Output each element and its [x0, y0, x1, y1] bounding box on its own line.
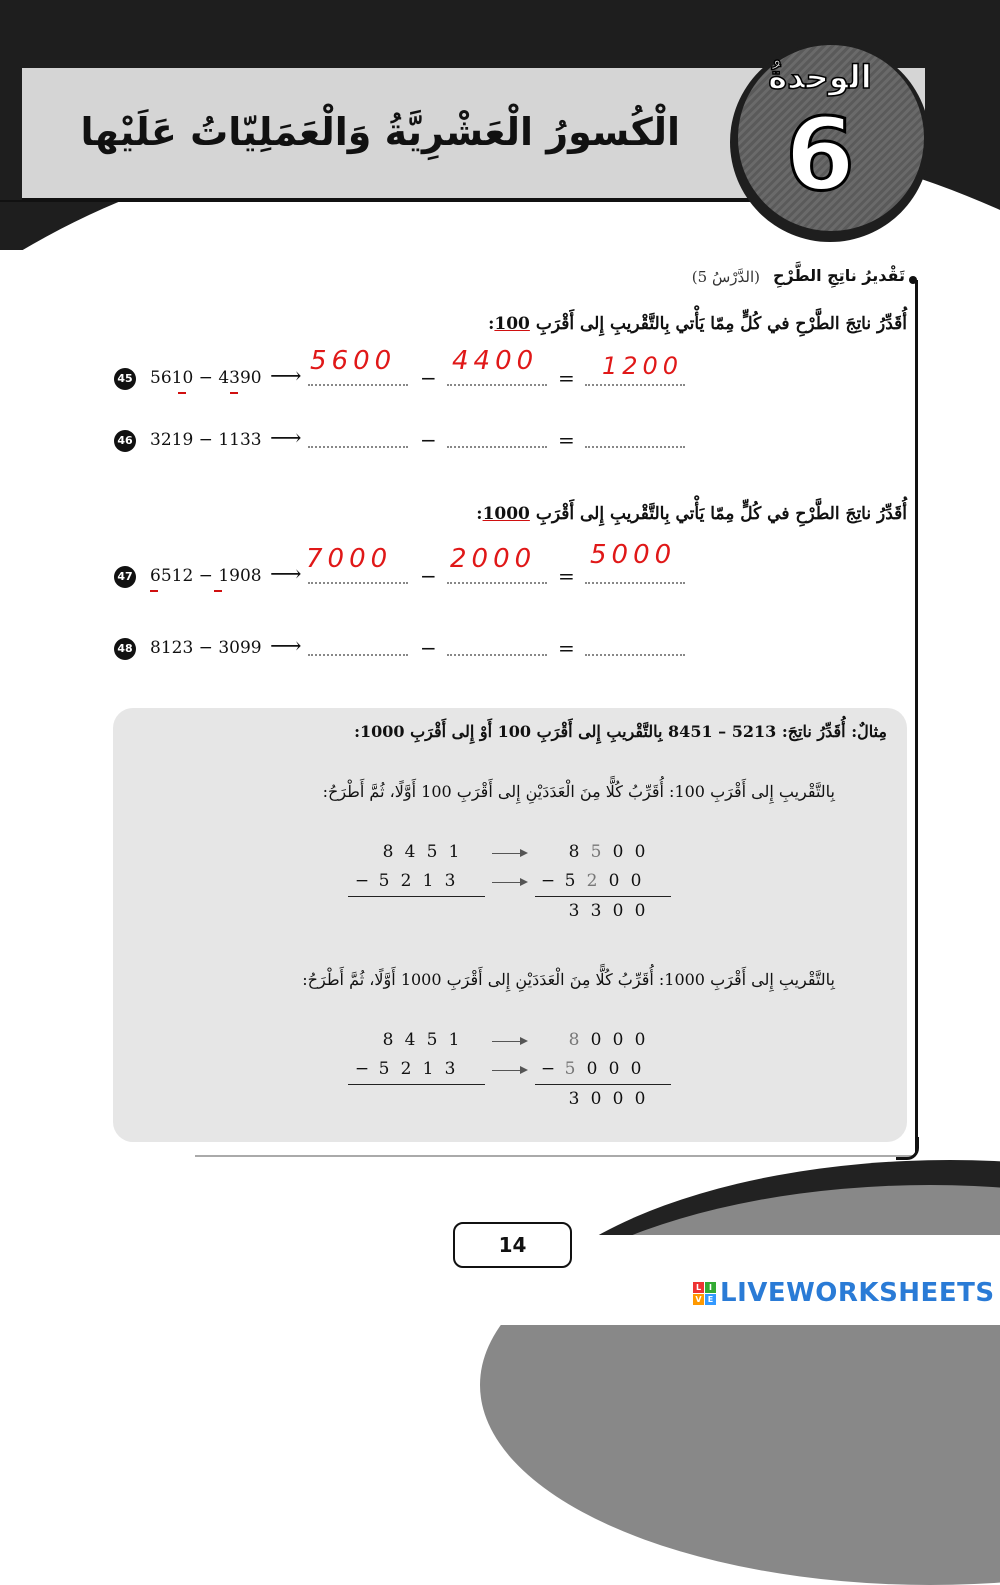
- handwritten-answer-2: 4400: [452, 346, 539, 376]
- frame-corner: [896, 1137, 919, 1160]
- calc-left-bottom: [351, 871, 461, 891]
- calc-result: [563, 1089, 651, 1109]
- exercise-number-badge: 47: [114, 566, 136, 588]
- unit-title: الْكُسورُ الْعَشْرِيَّةُ وَالْعَمَلِيّاتُ عَلَيْها: [80, 110, 680, 154]
- arrow-icon: ⟶: [270, 634, 302, 659]
- minus-sign: −: [420, 636, 437, 660]
- logo-letter: I: [705, 1282, 716, 1293]
- digit: 0: [586, 1059, 598, 1079]
- arrow-icon: ⟶: [270, 364, 302, 389]
- equals-sign: =: [558, 428, 575, 452]
- digit: 3: [568, 1089, 580, 1109]
- example-title: مِثالٌ: أُقَدِّرُ ناتِجَ: 5213 – 8451 بِالتَّقْريبِ إِلى أَقْرَبِ 100 أَوْ إِلى أَقْرَبِ 1000:: [354, 722, 887, 741]
- header-left-strip: [0, 0, 22, 200]
- arrow-icon: ⟶: [270, 426, 302, 451]
- instruction-100: [488, 314, 907, 334]
- minus-sign: −: [420, 366, 437, 390]
- digit: 0: [612, 842, 624, 862]
- exercise-row-47: [114, 540, 714, 594]
- handwritten-answer-2: 2000: [450, 544, 537, 574]
- digit: 1: [448, 1030, 460, 1050]
- calc-rule: [535, 896, 671, 897]
- digit: 5: [426, 1030, 438, 1050]
- digit: 0: [634, 901, 646, 921]
- logo-letter: E: [705, 1294, 716, 1305]
- exercise-expression: 8123 − 3099: [150, 638, 262, 658]
- calc-left-top: [377, 1030, 465, 1050]
- digit: 5: [564, 871, 576, 891]
- frame-line: [915, 280, 918, 1152]
- digit: 0: [608, 1059, 620, 1079]
- lesson-title: تَقْديرُ ناتِجِ الطَّرْحِ: [773, 266, 905, 285]
- answer-blank-1[interactable]: [308, 384, 408, 386]
- digit: 5: [590, 842, 602, 862]
- liveworksheets-logo-icon: [693, 1282, 717, 1306]
- minus-sign: −: [420, 428, 437, 452]
- answer-blank-result[interactable]: [585, 582, 685, 584]
- answer-blank-2[interactable]: [447, 654, 547, 656]
- red-underline-mark: [230, 392, 238, 394]
- digit: 5: [378, 1059, 390, 1079]
- answer-blank-1[interactable]: [308, 446, 408, 448]
- digit: 4: [404, 842, 416, 862]
- handwritten-answer-1: 5600: [310, 346, 397, 376]
- exercise-row-48: [114, 636, 714, 666]
- digit: 2: [586, 871, 598, 891]
- digit: 0: [590, 1030, 602, 1050]
- example-box: [113, 708, 907, 1142]
- digit: 4: [404, 1030, 416, 1050]
- digit: 2: [400, 1059, 412, 1079]
- digit: 0: [634, 842, 646, 862]
- frame-bottom-line: [195, 1155, 915, 1157]
- calc-right-bottom: [537, 871, 647, 891]
- exercise-expression: 6512 − 1908: [150, 566, 262, 586]
- digit: 0: [612, 1089, 624, 1109]
- watermark-text[interactable]: LIVEWORKSHEETS: [720, 1278, 995, 1308]
- handwritten-answer-1: 7000: [306, 544, 393, 574]
- lesson-reference: (الدَّرْسُ 5): [691, 268, 760, 286]
- minus-sign: −: [420, 564, 437, 588]
- calc-rule: [535, 1084, 671, 1085]
- exercise-expression: 5610 − 4390: [150, 368, 262, 388]
- exercise-expression: 3219 − 1133: [150, 430, 262, 450]
- exercise-number-badge: 48: [114, 638, 136, 660]
- handwritten-result: 5000: [590, 540, 677, 570]
- digit: 0: [612, 901, 624, 921]
- bullet-icon: [909, 276, 917, 284]
- calc-result: [563, 901, 651, 921]
- instruction-number: 100: [494, 314, 530, 334]
- calc-right-top: [563, 842, 651, 862]
- digit: 1: [422, 1059, 434, 1079]
- digit: 8: [382, 1030, 394, 1050]
- page-number: 14: [453, 1222, 572, 1268]
- digit: 5: [378, 871, 390, 891]
- calc-rule: [348, 896, 485, 897]
- digit: 8: [568, 842, 580, 862]
- answer-blank-result[interactable]: [585, 446, 685, 448]
- unit-number: 6: [785, 96, 855, 213]
- digit: 0: [630, 1059, 642, 1079]
- red-underline-mark: [178, 392, 186, 394]
- calc-left-top: [377, 842, 465, 862]
- unit-label: الوحدةُ: [768, 58, 872, 96]
- handwritten-result: 1200: [602, 352, 684, 380]
- instruction-number: 1000: [482, 504, 530, 524]
- answer-blank-1[interactable]: [308, 582, 408, 584]
- equals-sign: =: [558, 636, 575, 660]
- digit: 0: [608, 871, 620, 891]
- arrow-icon: [492, 1070, 526, 1071]
- example-step-1000: بِالتَّقْريبِ إِلى أَقْرَبِ 1000: أُقَرِّبُ كُلًّا مِنَ الْعَدَدَيْنِ إِلى أَقْرَبِ 1000 أَوَّلًا، ثُمَّ أَطْرَحُ:: [302, 970, 835, 989]
- minus-sign: −: [540, 871, 556, 891]
- minus-sign: −: [354, 1059, 370, 1079]
- digit: 0: [612, 1030, 624, 1050]
- calc-right-top: [563, 1030, 651, 1050]
- instruction-text: أُقَدِّرُ ناتِجَ الطَّرْحِ في كُلٍّ مِمّا يَأْتي بِالتَّقْريبِ إِلى أَقْرَبِ: [535, 314, 907, 334]
- digit: 1: [422, 871, 434, 891]
- digit: 8: [568, 1030, 580, 1050]
- red-underline-mark: [150, 590, 158, 592]
- instruction-colon: :: [488, 314, 495, 334]
- digit: 2: [400, 871, 412, 891]
- digit: 0: [634, 1030, 646, 1050]
- exercise-row-46: [114, 428, 714, 458]
- digit: 5: [564, 1059, 576, 1079]
- digit: 1: [448, 842, 460, 862]
- instruction-text: أُقَدِّرُ ناتِجَ الطَّرْحِ في كُلٍّ مِمّا يَأْتي بِالتَّقْريبِ إِلى أَقْرَبِ: [535, 504, 907, 524]
- arrow-icon: [492, 1041, 526, 1042]
- exercise-row-45: [114, 346, 714, 396]
- digit: 3: [590, 901, 602, 921]
- digit: 0: [634, 1089, 646, 1109]
- arrow-icon: [492, 853, 526, 854]
- equals-sign: =: [558, 564, 575, 588]
- exercise-number-badge: 45: [114, 368, 136, 390]
- instruction-1000: [476, 504, 907, 524]
- digit: 3: [444, 871, 456, 891]
- calc-right-bottom: [537, 1059, 647, 1079]
- minus-sign: −: [540, 1059, 556, 1079]
- digit: 5: [426, 842, 438, 862]
- exercise-number-badge: 46: [114, 430, 136, 452]
- answer-blank-result[interactable]: [585, 384, 685, 386]
- digit: 3: [444, 1059, 456, 1079]
- answer-blank-result[interactable]: [585, 654, 685, 656]
- answer-blank-2[interactable]: [447, 582, 547, 584]
- example-step-100: بِالتَّقْريبِ إِلى أَقْرَبِ 100: أُقَرِّبُ كُلًّا مِنَ الْعَدَدَيْنِ إِلى أَقْرَبِ 100 أَوَّلًا، ثُمَّ أَطْرَحُ:: [322, 782, 835, 801]
- digit: 8: [382, 842, 394, 862]
- arrow-icon: ⟶: [270, 562, 302, 587]
- arrow-icon: [492, 882, 526, 883]
- instruction-colon: :: [476, 504, 483, 524]
- logo-letter: V: [693, 1294, 704, 1305]
- equals-sign: =: [558, 366, 575, 390]
- digit: 0: [630, 871, 642, 891]
- minus-sign: −: [354, 871, 370, 891]
- red-underline-mark: [214, 590, 222, 592]
- calc-rule: [348, 1084, 485, 1085]
- answer-blank-2[interactable]: [447, 446, 547, 448]
- digit: 0: [590, 1089, 602, 1109]
- answer-blank-2[interactable]: [447, 384, 547, 386]
- digit: 3: [568, 901, 580, 921]
- logo-letter: L: [693, 1282, 704, 1293]
- calc-left-bottom: [351, 1059, 461, 1079]
- answer-blank-1[interactable]: [308, 654, 408, 656]
